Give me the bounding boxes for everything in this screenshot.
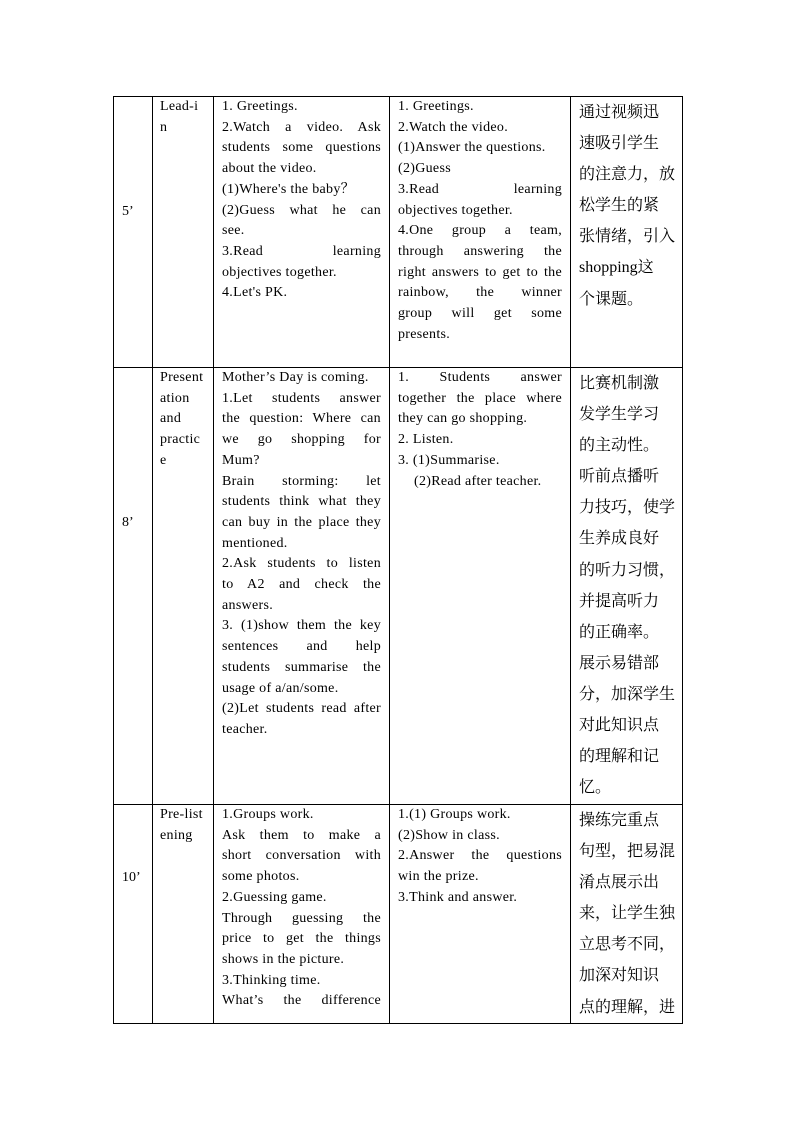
teacher-activity-line: Mother’s Day is coming.: [222, 370, 369, 385]
purpose-line: 张情绪，引入: [579, 228, 676, 246]
purpose-line: 的注意力，放: [579, 166, 676, 184]
teacher-activity-line: some photos.: [222, 869, 300, 885]
teacher-activity-line: (2)Let students read after: [222, 701, 381, 717]
teacher-activity-line: answers.: [222, 597, 273, 613]
purpose-line: 忆。: [579, 779, 612, 797]
time-cell: [114, 805, 153, 1024]
student-activity-line: 3.Think and answer.: [398, 889, 518, 905]
time-label: 10’: [122, 870, 141, 885]
stage-label: Presentation and practice: [160, 370, 204, 468]
teacher-activity-line: 3.Thinking time.: [222, 972, 321, 988]
student-activity-line: win the prize.: [398, 869, 479, 885]
student-activity-line: 2.Answer the questions: [398, 848, 562, 864]
teacher-activity-line: about the video.: [222, 161, 317, 177]
teacher-activity-line: 1.Groups work.: [222, 807, 314, 822]
table-row: [114, 368, 683, 805]
purpose-line: shopping这: [579, 259, 654, 277]
teacher-activity-line: 2.Watch a video. Ask: [222, 119, 381, 135]
purpose-cell: [571, 805, 683, 1024]
purpose-line: 松学生的紧: [579, 197, 660, 215]
teacher-activity-line: sentences and help: [222, 639, 381, 655]
purpose-line: 比赛机制激: [579, 375, 660, 392]
purpose-line: 立思考不同，: [579, 936, 676, 954]
teacher-activity-line: 3.Read learning: [222, 243, 381, 259]
time-label: 8’: [122, 515, 134, 530]
student-activity-line: objectives together.: [398, 202, 513, 218]
student-activity-line: right answers to get to the: [398, 264, 562, 280]
purpose-line: 来，让学生独: [579, 905, 676, 923]
purpose-line: 通过视频迅: [579, 104, 660, 121]
teacher-activity-line: students some questions: [222, 140, 381, 156]
student-activity-line: they can go shopping.: [398, 411, 528, 427]
purpose-cell: [571, 97, 683, 368]
student-activity-line: through answering the: [398, 243, 562, 259]
teacher-activity-line: shows in the picture.: [222, 951, 345, 967]
teacher-activity-line: students summarise the: [222, 659, 381, 675]
teacher-activity-line: short conversation with: [222, 848, 381, 864]
table-row: [114, 805, 683, 1024]
student-activity-cell: [390, 368, 571, 805]
purpose-line: 的理解和记: [579, 748, 660, 766]
student-activity-line: (2)Show in class.: [398, 827, 500, 843]
purpose-line: 点的理解，进: [579, 998, 676, 1016]
purpose-line: 对此知识点: [579, 717, 660, 735]
purpose-line: 速吸引学生: [579, 135, 660, 153]
teacher-activity-line: 2.Ask students to listen: [222, 556, 381, 572]
time-label: 5’: [122, 204, 134, 219]
purpose-line: 发学生学习: [579, 406, 660, 424]
teacher-activity-line: see.: [222, 223, 245, 239]
teacher-activity-line: students think what they: [222, 494, 381, 510]
student-activity-line: group will get some: [398, 306, 562, 322]
stage-cell: [153, 97, 214, 368]
student-activity-line: 1.(1) Groups work.: [398, 807, 511, 822]
student-activity-cell: [390, 97, 571, 368]
student-activity-line: (2)Read after teacher.: [414, 473, 542, 489]
teacher-activity-cell: [214, 805, 390, 1024]
lesson-plan-table: [113, 96, 683, 1024]
teacher-activity-line: Ask them to make a: [222, 827, 381, 843]
stage-label: Lead-in: [160, 99, 199, 135]
student-activity-line: 4.One group a team,: [398, 223, 562, 239]
teacher-activity-line: the question: Where can: [222, 411, 381, 427]
teacher-activity-line: (1)Where's the baby？: [222, 181, 355, 197]
time-cell: [114, 97, 153, 368]
teacher-activity-line: can buy in the place they: [222, 514, 381, 530]
purpose-line: 加深对知识: [579, 967, 660, 985]
purpose-line: 的正确率。: [579, 623, 660, 641]
purpose-line: 听前点播听: [579, 468, 660, 486]
purpose-line: 生养成良好: [579, 530, 660, 548]
teacher-activity-line: price to get the things: [222, 931, 381, 947]
purpose-line: 个课题。: [579, 290, 644, 308]
time-cell: [114, 368, 153, 805]
teacher-activity-line: 4.Let's PK.: [222, 285, 288, 301]
student-activity-line: (1)Answer the questions.: [398, 140, 546, 156]
teacher-activity-line: 2.Guessing game.: [222, 889, 327, 905]
student-activity-line: rainbow, the winner: [398, 285, 562, 301]
teacher-activity-line: 1.Let students answer: [222, 390, 381, 406]
purpose-line: 的主动性。: [579, 437, 660, 455]
student-activity-cell: [390, 805, 571, 1024]
teacher-activity-line: to A2 and check the: [222, 577, 381, 593]
purpose-line: 并提高听力: [579, 592, 660, 610]
student-activity-line: 2. Listen.: [398, 432, 454, 448]
teacher-activity-cell: [214, 368, 390, 805]
stage-label: Pre-listening: [160, 807, 203, 843]
teacher-activity-line: Mum?: [222, 452, 260, 468]
purpose-cell: [571, 368, 683, 805]
student-activity-line: (2)Guess: [398, 161, 451, 177]
stage-cell: [153, 368, 214, 805]
stage-cell: [153, 805, 214, 1024]
teacher-activity-line: (2)Guess what he can: [222, 202, 381, 218]
teacher-activity-cell: [214, 97, 390, 368]
student-activity-line: 2.Watch the video.: [398, 119, 509, 135]
student-activity-line: 3. (1)Summarise.: [398, 452, 500, 468]
purpose-line: 操练完重点: [579, 812, 660, 829]
teacher-activity-line: we go shopping for: [222, 432, 381, 448]
teacher-activity-line: What’s the difference: [222, 993, 381, 1009]
purpose-line: 的听力习惯，: [579, 561, 676, 579]
purpose-line: 淆点展示出: [579, 874, 660, 892]
student-activity-line: 1. Greetings.: [398, 99, 474, 114]
purpose-line: 展示易错部: [579, 654, 660, 672]
teacher-activity-line: 3. (1)show them the key: [222, 618, 381, 634]
student-activity-line: 1. Students answer: [398, 370, 562, 385]
teacher-activity-line: objectives together.: [222, 264, 337, 280]
teacher-activity-line: Brain storming: let: [222, 473, 381, 489]
student-activity-line: together the place where: [398, 390, 562, 406]
teacher-activity-line: 1. Greetings.: [222, 99, 298, 114]
teacher-activity-line: Through guessing the: [222, 910, 381, 926]
purpose-line: 句型，把易混: [579, 843, 676, 861]
student-activity-line: 3.Read learning: [398, 181, 562, 197]
purpose-line: 力技巧，使学: [579, 499, 676, 517]
teacher-activity-line: usage of a/an/some.: [222, 680, 339, 696]
teacher-activity-line: mentioned.: [222, 535, 288, 551]
purpose-line: 分，加深学生: [579, 685, 676, 703]
table-row: [114, 97, 683, 368]
teacher-activity-line: teacher.: [222, 721, 268, 737]
student-activity-line: presents.: [398, 326, 451, 342]
